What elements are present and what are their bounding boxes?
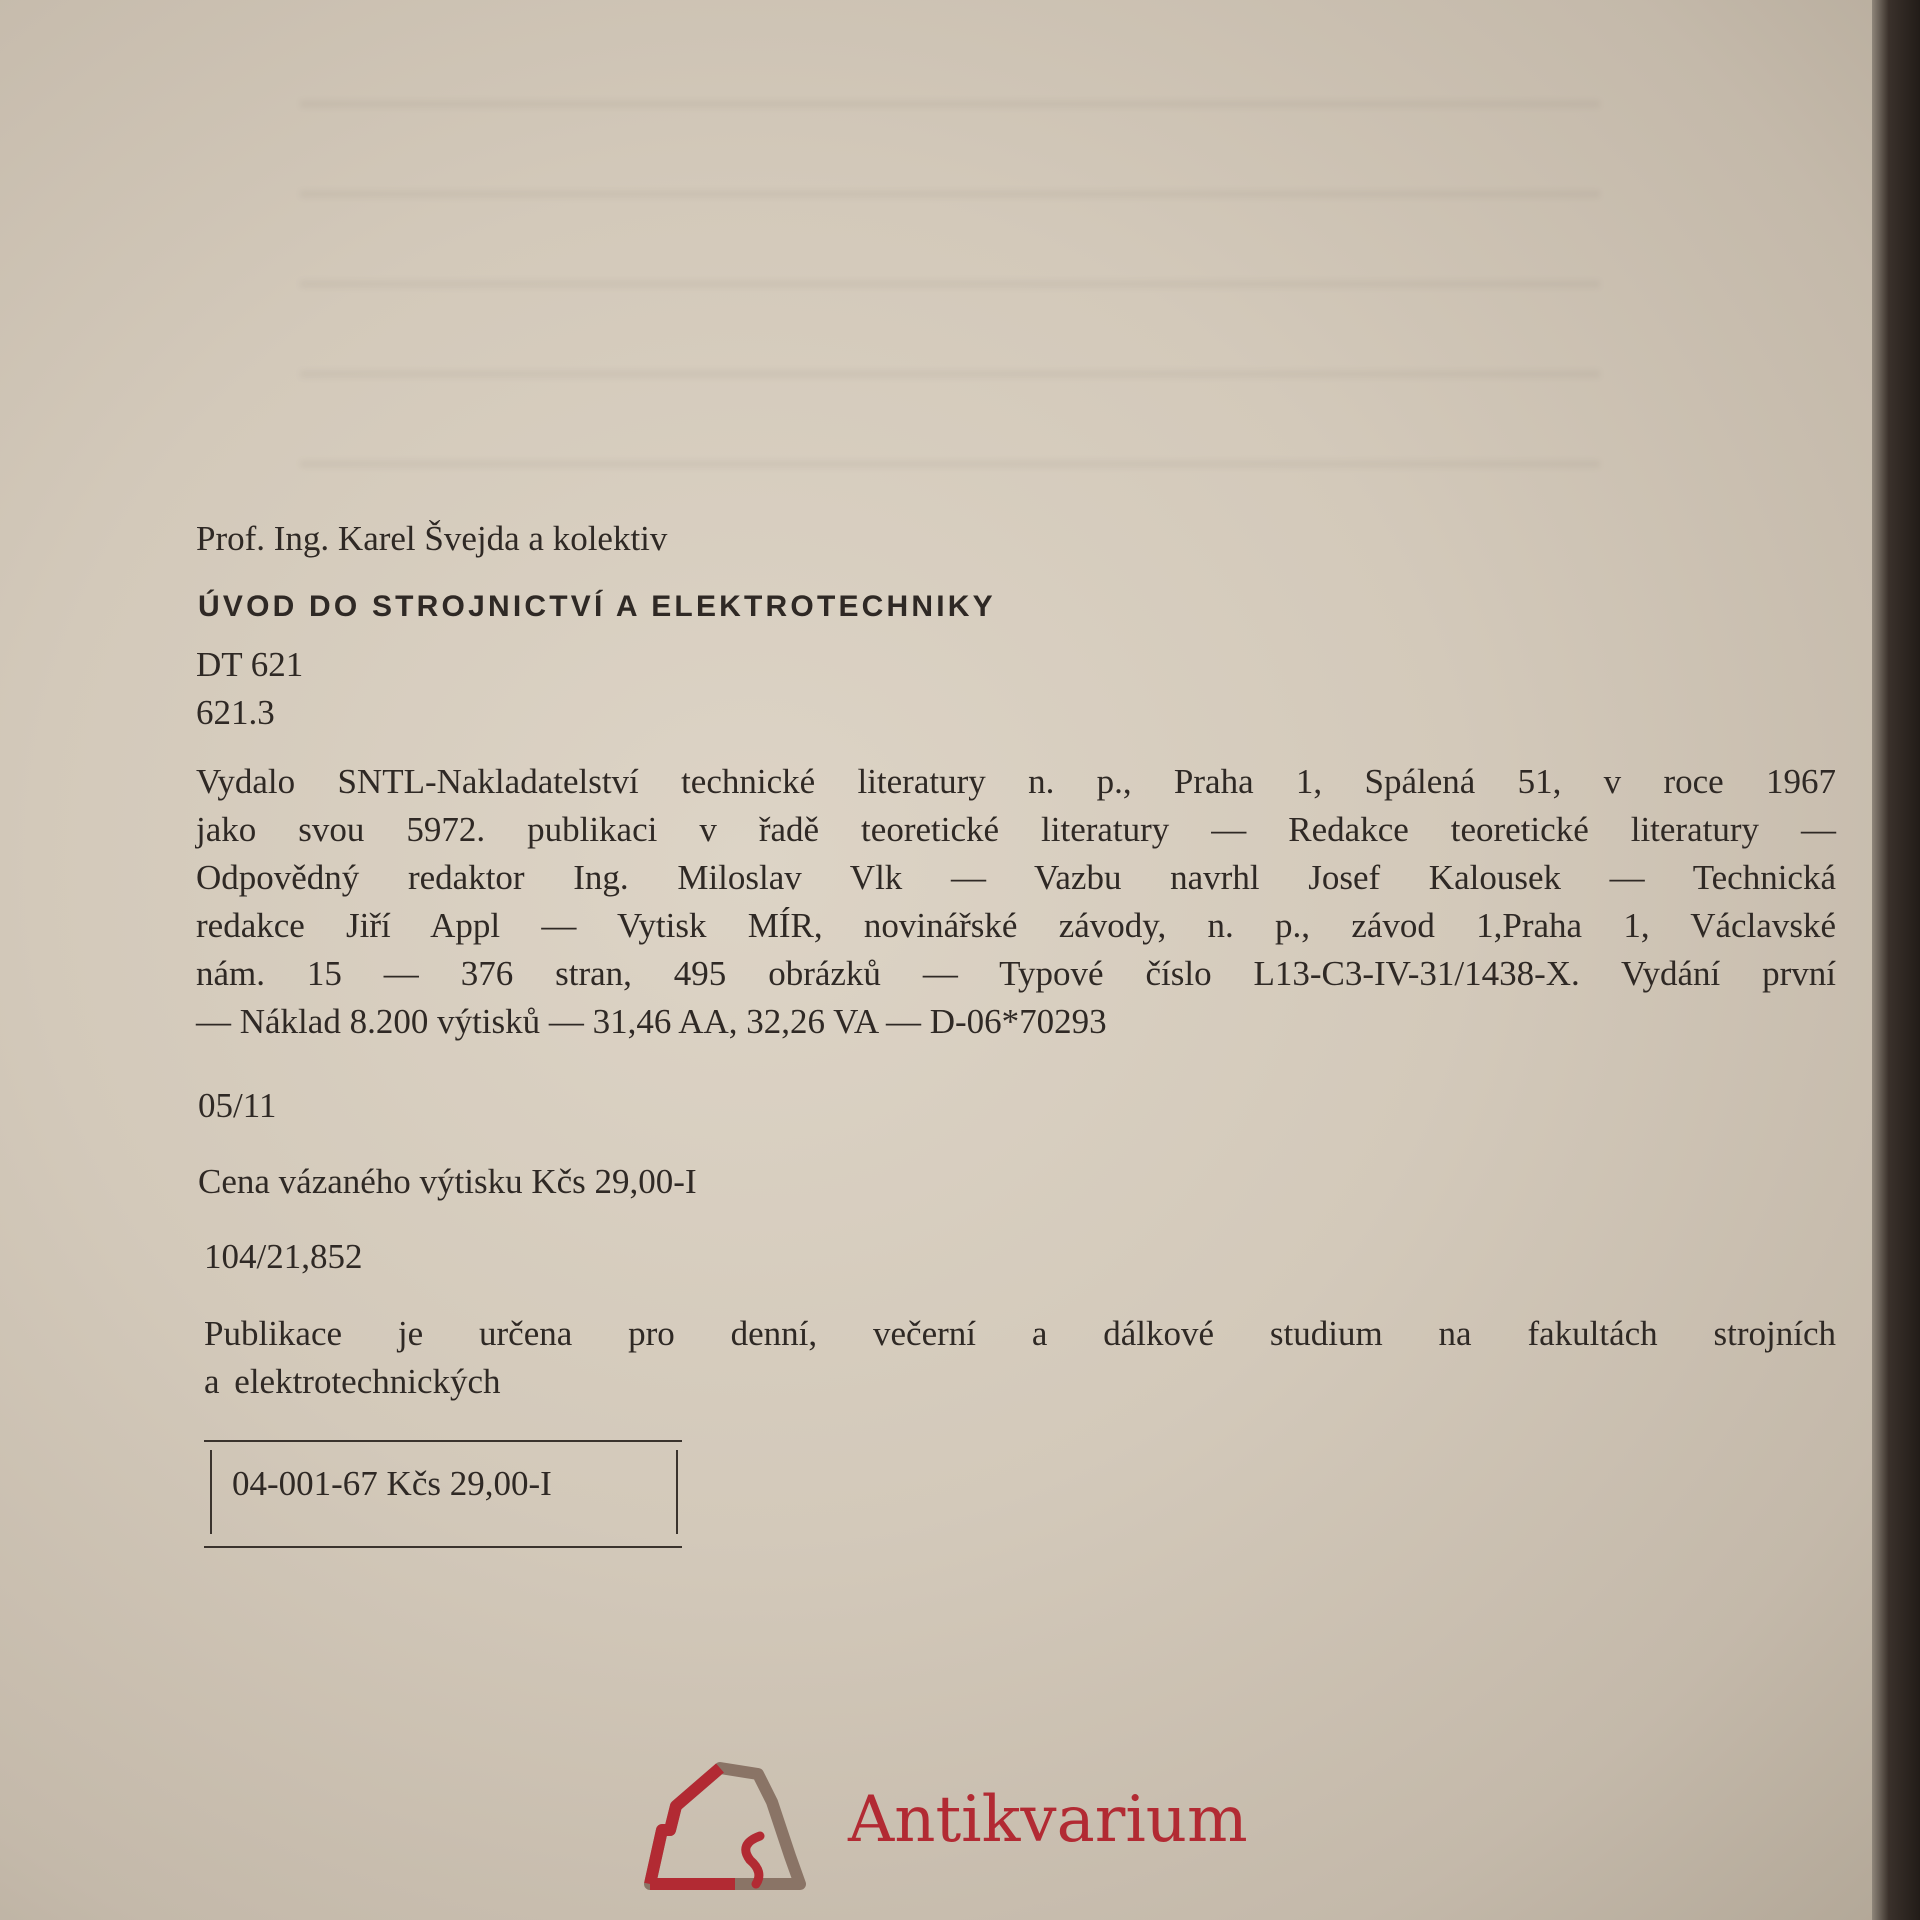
purpose-line: Publikace je určena pro denní, večerní a dálkové studium na fakultách strojních	[204, 1314, 1836, 1353]
price-box-text: 04-001-67 Kčs 29,00-I	[232, 1464, 552, 1503]
imprint-paragraph	[196, 758, 1836, 1046]
imprint-line: — Náklad 8.200 výtisků — 31,46 AA, 32,26 VA — D-06*70293	[196, 1002, 1107, 1041]
code-05-11: 05/11	[198, 1086, 277, 1125]
imprint-line: Vydalo SNTL-Nakladatelství technické literatury n. p., Praha 1, Spálená 51, v roce 1967	[196, 762, 1836, 801]
imprint-line: jako svou 5972. publikaci v řadě teoretické literatury — Redakce teoretické literatury —	[196, 810, 1836, 849]
price-text: Cena vázaného výtisku Kčs 29,00-I	[198, 1162, 697, 1201]
price-box	[204, 1440, 682, 1548]
code-104: 104/21,852	[204, 1237, 363, 1276]
udc-code: 621.3	[196, 693, 275, 732]
imprint-line: redakce Jiří Appl — Vytisk MÍR, novinářské závody, n. p., závod 1,Praha 1, Václavské	[196, 906, 1836, 945]
imprint-line: nám. 15 — 376 stran, 495 obrázků — Typové číslo L13-C3-IV-31/1438-X. Vydání první	[196, 954, 1836, 993]
bleed-through-texture	[300, 60, 1600, 480]
brand-name: Antikvarium	[848, 1783, 1248, 1857]
purpose-paragraph	[204, 1310, 1836, 1406]
author-line: Prof. Ing. Karel Švejda a kolektiv	[196, 519, 668, 558]
building-outline-icon	[640, 1760, 820, 1890]
book-title: ÚVOD DO STROJNICTVÍ A ELEKTROTECHNIKY	[198, 590, 996, 623]
imprint-line: Odpovědný redaktor Ing. Miloslav Vlk — Vazbu navrhl Josef Kalousek — Technická	[196, 858, 1836, 897]
page-edge-shadow	[1872, 0, 1920, 1920]
purpose-line: a elektrotechnických	[204, 1362, 501, 1401]
dt-code: DT 621	[196, 645, 304, 684]
